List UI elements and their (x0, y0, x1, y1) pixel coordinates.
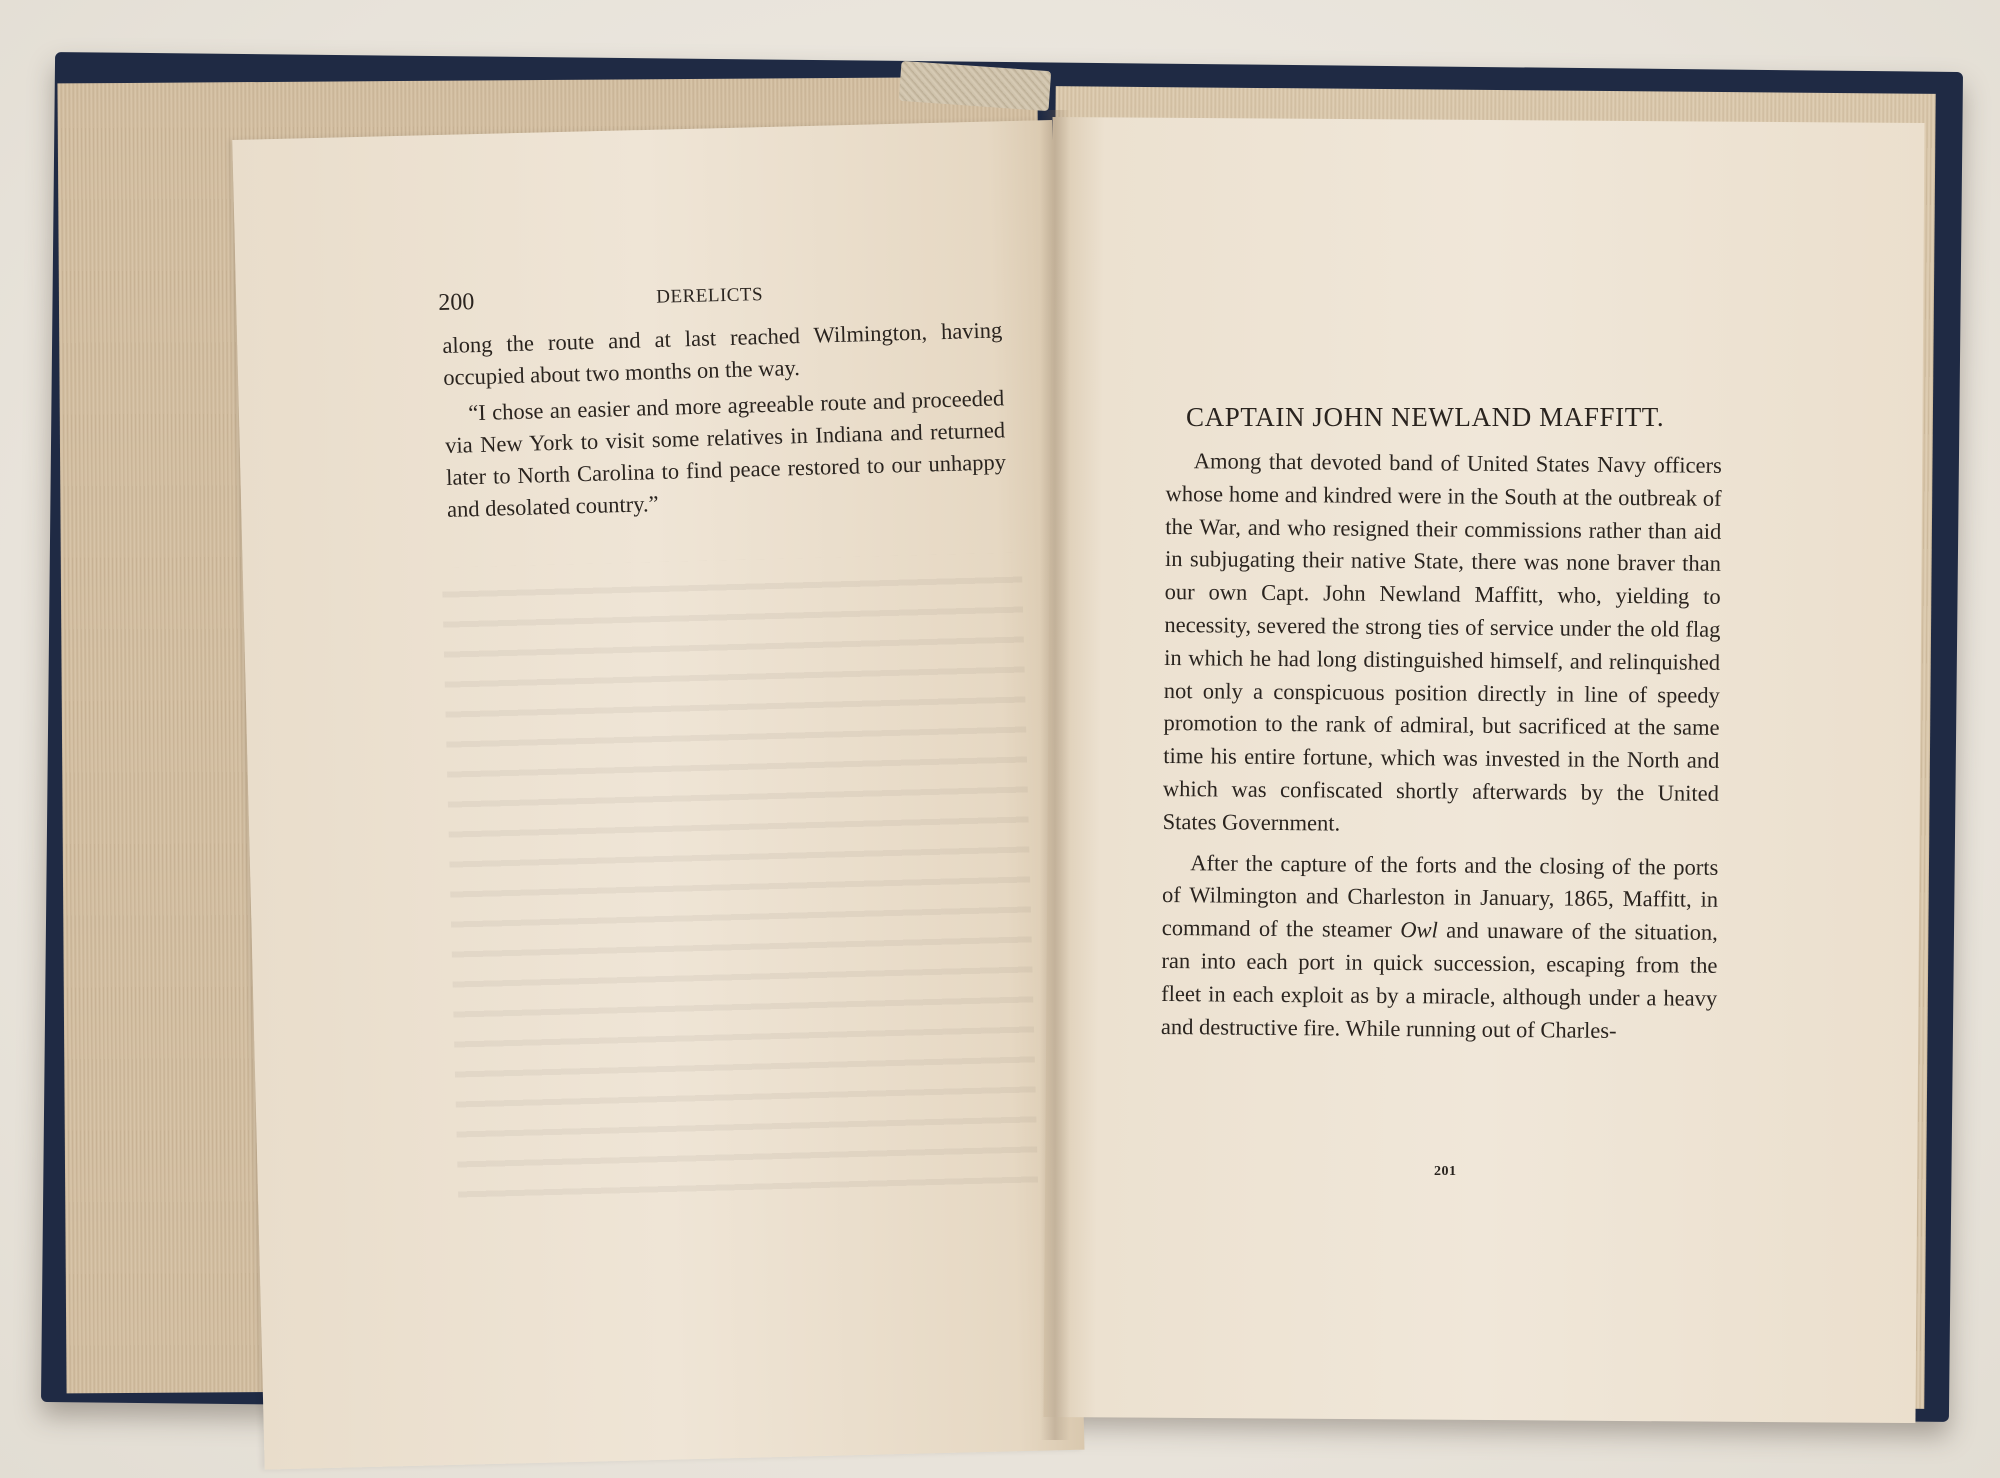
right-paragraph-1: Among that devoted band of United States Navy officers whose home and kindred were in the South at the outbreak of the War, and who resigned their commissions rather than aid in subjugating their native State, there was none braver than our own Capt. John Newland Maffitt, who, yielding to necessity, severed the strong ties of service under the old flag in which he had long distinguished himself, and relinquished not only a conspicuous position directly in line of speedy promotion to the rank of admiral, but sacrificed at the same time his entire fortune, which was invested in the North and which was confiscated shortly afterwards by the United States Government. (1162, 448, 1722, 836)
left-page-number: 200 (438, 289, 475, 316)
ship-name: Owl (1400, 917, 1438, 943)
bleed-through-text (442, 553, 1039, 1208)
left-page-text (442, 314, 1007, 526)
right-page-number: 201 (1434, 1164, 1457, 1179)
paragraph-2-end: and unaware of the situation, ran into each port in quick succession, escaping from the fleet in each exploit as by a miracle, although under a heavy and destructive fire. While running out of Charles- (1160, 917, 1718, 1043)
right-page-text (1161, 445, 1722, 1048)
right-paragraph-2 (1161, 847, 1719, 1049)
book-gutter (1040, 110, 1070, 1440)
chapter-title: CAPTAIN JOHN NEWLAND MAFFITT. (1186, 402, 1665, 432)
running-head-title: DERELICTS (655, 284, 764, 308)
left-paragraph-1: along the route and at last reached Wilmington, having occupied about two months on the way. (442, 317, 1003, 390)
paragraph-2-start: After the capture of the forts and the closing of the ports of Wilmington and Charleston in January, 1865, Maffitt, in command of the steamer (1161, 849, 1719, 943)
left-paragraph-2: “I chose an easier and more agreeable route and proceeded via New York to visit some relatives in Indiana and returned later to North Carolina to find peace restored to our unhappy and desolated country.” (444, 385, 1007, 522)
